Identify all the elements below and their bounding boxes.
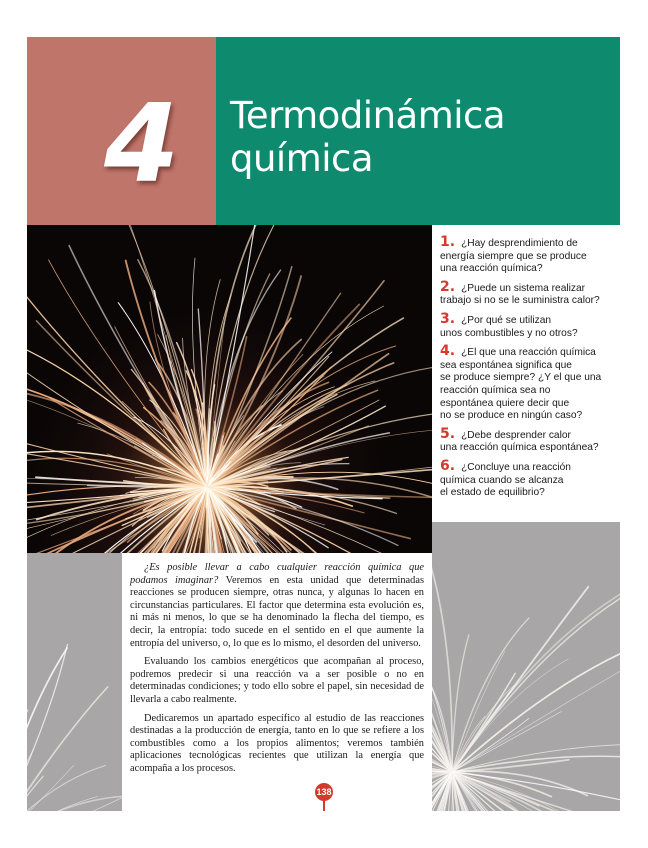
- question-line: el estado de equilibrio?: [440, 487, 545, 499]
- question-line: espontánea quiere decir que: [440, 397, 570, 409]
- question-2: [440, 278, 620, 308]
- intro-paragraph-1: [130, 562, 424, 650]
- question-1: [440, 236, 620, 276]
- question-line: sea espontánea significa que: [440, 359, 572, 371]
- question-number: 1.: [440, 234, 456, 250]
- firework-photo: [27, 225, 432, 553]
- question-text: ¿El que una reacción química: [461, 347, 596, 359]
- page-number: 138: [315, 783, 333, 801]
- page-number-stem: [323, 801, 325, 811]
- question-line: unos combustibles y no otros?: [440, 327, 578, 339]
- chapter-number: 4: [104, 82, 180, 207]
- intro-text: [130, 562, 424, 782]
- intro-paragraph-3: Dedicaremos un apartado específico al estudio de las reacciones destinadas a la producción de energía, tanto en lo que se refiere a los combustibles como a los propios alimentos; veremos también aplicaciones tecnológicas recientes que utilizan la energía que acompaña a los procesos.: [130, 712, 424, 774]
- firework-photo-grey-left: [27, 553, 122, 811]
- firework-streak: [452, 659, 568, 772]
- intro-paragraph-2: Evaluando los cambios energéticos que acompañan al proceso, podremos predecir si una reacción va a ser posible o no en determinadas condiciones; y todo ello sobre el papel, sin necesidad de llevarla a cabo realmente.: [130, 656, 424, 705]
- firework-streak: [27, 765, 74, 811]
- question-line: energía siempre que se produce: [440, 250, 587, 262]
- question-text: ¿Debe desprender calor: [461, 429, 571, 441]
- question-text: ¿Por qué se utilizan: [461, 314, 552, 326]
- question-number: 5.: [440, 425, 456, 442]
- intro-lead-question: ¿Es posible llevar a cabo cualquier reacción química que podamos imaginar?: [130, 562, 424, 586]
- question-3: [440, 310, 620, 340]
- question-text: ¿Puede un sistema realizar: [461, 282, 586, 294]
- firework-streak: [27, 766, 105, 812]
- firework-streak: [452, 583, 620, 772]
- firework-streak: [27, 687, 108, 811]
- question-line: se produce siempre? ¿Y el que una: [440, 372, 602, 384]
- question-text: ¿Concluye una reacción: [461, 461, 571, 473]
- chapter-title-line2: química: [230, 137, 374, 180]
- question-number: 2.: [440, 278, 456, 295]
- chapter-title: [230, 94, 610, 180]
- firework-streak: [452, 588, 620, 772]
- question-line: [440, 345, 620, 360]
- firework-streak: [27, 797, 97, 812]
- firework-streak: [27, 796, 122, 811]
- intro-paragraph-1-text: Veremos en esta unidad que determinadas reacciones se producen siempre, otras nunca, y algunas lo hacen en circunstancias particulares. El factor que determina esta evolución es, ni más ni menos, lo que se ha denominado la flecha del tiempo, es decir, la entropía: todo sucede en el sentido en el que aumente la entropía del universo, o, lo que es lo mismo, el desorden del universo.: [130, 574, 424, 649]
- question-number: 6.: [440, 457, 456, 474]
- firework-photo-grey-right: [432, 522, 620, 811]
- question-number: 3.: [440, 310, 456, 327]
- firework-streak: [27, 648, 67, 811]
- question-number: 4.: [440, 343, 456, 360]
- question-line: [440, 425, 620, 443]
- firework-streak: [452, 719, 529, 773]
- question-5: [440, 425, 620, 455]
- question-line: [440, 310, 620, 328]
- firework-streak: [27, 783, 122, 811]
- question-line: química cuando se alcanza: [440, 474, 564, 486]
- question-line: [440, 236, 620, 251]
- question-line: [440, 278, 620, 296]
- firework-streak: [452, 673, 515, 772]
- question-4: [440, 345, 620, 423]
- question-line: no se produce en ningún caso?: [440, 410, 583, 422]
- question-line: trabajo si no se le suministra calor?: [440, 295, 600, 307]
- question-text: ¿Hay desprendimiento de: [461, 238, 578, 249]
- question-line: una reacción química espontánea?: [440, 442, 599, 454]
- question-6: [440, 457, 620, 500]
- question-line: [440, 457, 620, 475]
- chapter-title-line1: Termodinámica: [230, 94, 506, 137]
- question-line: reacción química sea no: [440, 384, 551, 396]
- question-list: [440, 236, 620, 505]
- question-line: una reacción química?: [440, 263, 543, 275]
